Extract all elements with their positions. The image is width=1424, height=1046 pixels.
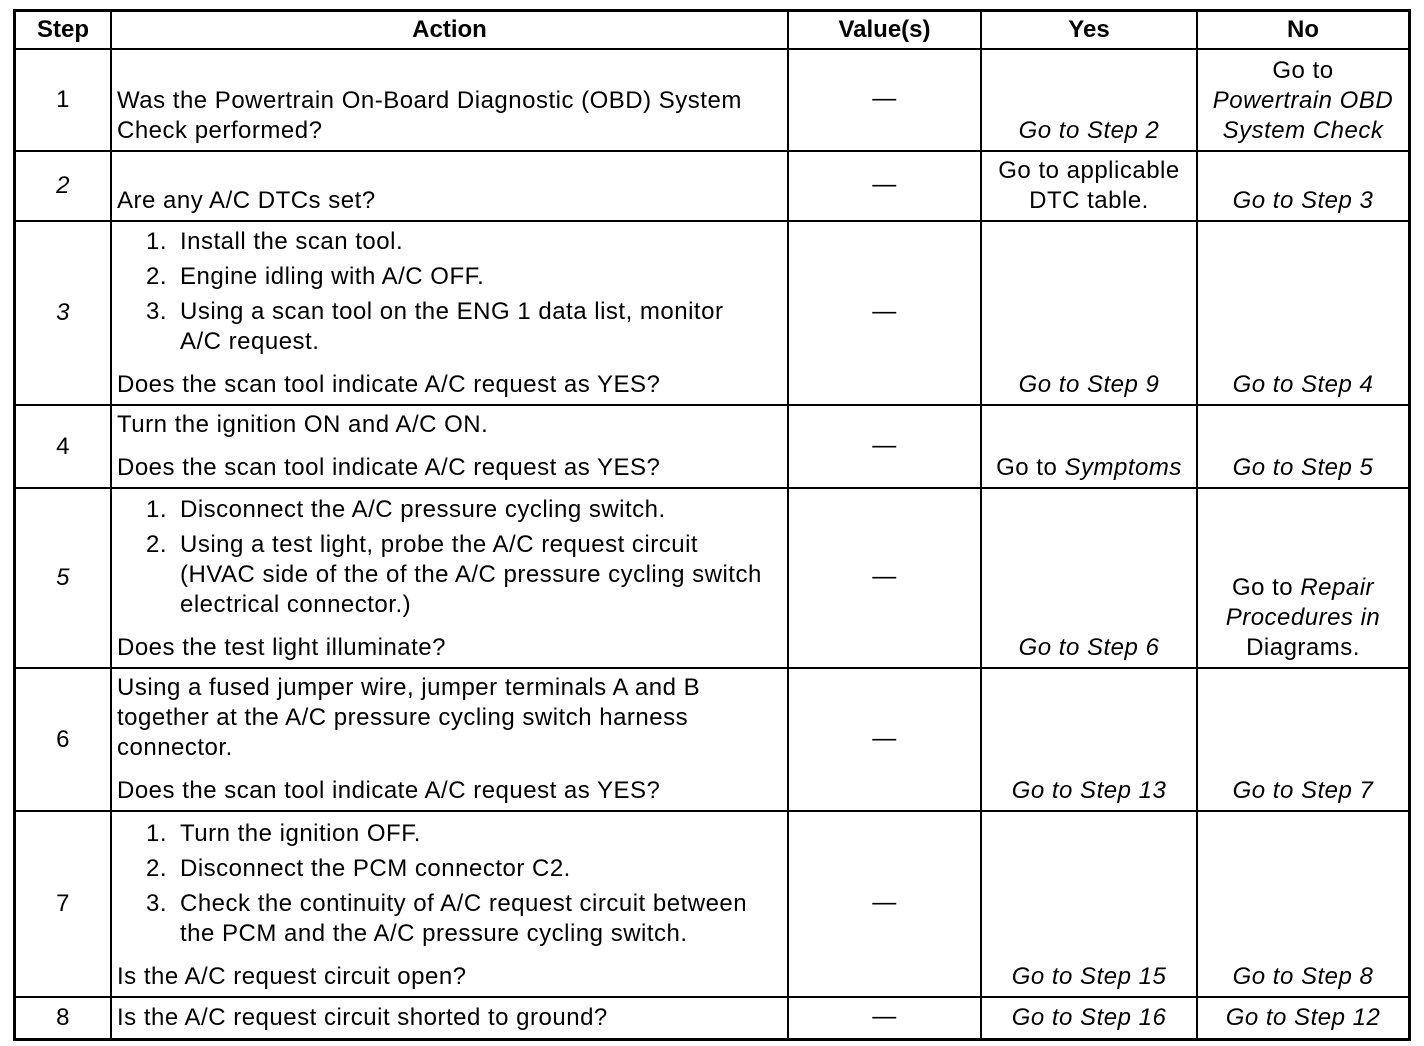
list-text: Using a scan tool on the ENG 1 data list, monitor A/C request.: [180, 298, 724, 355]
row-4-action: [112, 406, 789, 489]
row-5-no-suffix: Diagrams.: [1246, 634, 1360, 661]
row-5-action: [112, 489, 789, 669]
row-5-no: [1198, 489, 1408, 669]
row-1-no: [1198, 50, 1408, 152]
header-step: Step: [16, 12, 112, 50]
row-3-yes-result: Go to Step 9: [1018, 371, 1160, 398]
row-5-question: Does the test light illuminate?: [117, 634, 446, 661]
row-8-step: 8: [16, 998, 112, 1038]
row-8-value: —: [789, 998, 982, 1038]
row-5-value: —: [789, 489, 982, 669]
row-3-no: [1198, 222, 1408, 406]
row-8-yes-result: Go to Step 16: [1011, 1004, 1167, 1031]
row-7-step: 7: [16, 812, 112, 998]
list-text: Disconnect the A/C pressure cycling switch.: [180, 496, 666, 523]
list-text: Disconnect the PCM connector C2.: [180, 855, 571, 882]
row-1-no-reference: Powertrain OBD System Check: [1212, 87, 1394, 144]
row-6-value: —: [789, 669, 982, 812]
row-7-no: [1198, 812, 1408, 998]
row-7-yes: [982, 812, 1198, 998]
row-5-no-reference: Repair Procedures in: [1225, 574, 1381, 631]
list-number: 2.: [146, 855, 168, 882]
row-2-yes: [982, 152, 1198, 222]
row-3-value: —: [789, 222, 982, 406]
row-8-no-result: Go to Step 12: [1225, 1004, 1381, 1031]
row-3-step: 3: [16, 222, 112, 406]
list-number: 1.: [146, 496, 168, 523]
list-text: Check the continuity of A/C request circuit between the PCM and the A/C pressure cycling switch.: [180, 890, 748, 947]
row-3-action: [112, 222, 789, 406]
row-2-yes-result: Go to applicable DTC table.: [998, 157, 1180, 214]
row-8-no: [1198, 998, 1408, 1038]
row-3-question: Does the scan tool indicate A/C request as YES?: [117, 371, 661, 398]
row-6-instruction: Using a fused jumper wire, jumper terminals A and B together at the A/C pressure cycling switch harness connector.: [117, 674, 701, 761]
row-2-action: [112, 152, 789, 222]
row-4-no: [1198, 406, 1408, 489]
row-2-question: Are any A/C DTCs set?: [117, 187, 376, 214]
row-5-step: 5: [16, 489, 112, 669]
row-7-step-list: [117, 819, 783, 949]
list-number: 2.: [146, 531, 168, 558]
list-number: 1.: [146, 228, 168, 255]
row-4-value: —: [789, 406, 982, 489]
row-6-step: 6: [16, 669, 112, 812]
row-7-action: [112, 812, 789, 998]
row-1-action: [112, 50, 789, 152]
row-3-no-result: Go to Step 4: [1232, 371, 1374, 398]
row-2-step: 2: [16, 152, 112, 222]
row-4-question: Does the scan tool indicate A/C request as YES?: [117, 454, 661, 481]
row-6-no-result: Go to Step 7: [1232, 777, 1374, 804]
list-item: [117, 854, 783, 884]
list-number: 3.: [146, 890, 168, 917]
list-item: [117, 297, 783, 357]
row-6-yes-result: Go to Step 13: [1011, 777, 1167, 804]
row-1-step: 1: [16, 50, 112, 152]
list-text: Using a test light, probe the A/C request circuit (HVAC side of the of the A/C pressure cycling switch electrical connector.): [180, 531, 762, 618]
list-item: [117, 262, 783, 292]
list-item: [117, 819, 783, 849]
row-7-question: Is the A/C request circuit open?: [117, 963, 467, 990]
row-7-yes-result: Go to Step 15: [1011, 963, 1167, 990]
row-6-action: [112, 669, 789, 812]
list-text: Install the scan tool.: [180, 228, 404, 255]
row-4-yes-result: [996, 453, 1182, 483]
row-8-question: Is the A/C request circuit shorted to ground?: [117, 1004, 608, 1031]
row-4-no-result: Go to Step 5: [1232, 454, 1374, 481]
row-4-step: 4: [16, 406, 112, 489]
row-3-yes: [982, 222, 1198, 406]
row-5-no-prefix: Go to: [1231, 574, 1301, 601]
row-6-yes: [982, 669, 1198, 812]
list-number: 3.: [146, 298, 168, 325]
row-2-no-result: Go to Step 3: [1232, 187, 1374, 214]
row-5-no-result: [1226, 573, 1381, 633]
list-item: [117, 227, 783, 257]
row-4-instruction: Turn the ignition ON and A/C ON.: [117, 411, 489, 438]
list-text: Engine idling with A/C OFF.: [180, 263, 485, 290]
row-1-no-prefix: Go to: [1272, 57, 1334, 84]
row-5-step-list: [117, 495, 783, 620]
list-item: [117, 495, 783, 525]
row-1-question: Was the Powertrain On-Board Diagnostic (OBD) System Check performed?: [117, 87, 742, 144]
row-3-step-list: [117, 227, 783, 357]
list-item: [117, 530, 783, 620]
list-item: [117, 889, 783, 949]
row-6-question: Does the scan tool indicate A/C request as YES?: [117, 777, 661, 804]
row-7-no-result: Go to Step 8: [1232, 963, 1374, 990]
list-text: Turn the ignition OFF.: [180, 820, 421, 847]
row-8-action: [112, 998, 789, 1038]
header-yes: Yes: [982, 12, 1198, 50]
diagnostic-table: [13, 9, 1411, 1041]
row-4-yes-reference: Symptoms: [1064, 454, 1182, 481]
row-7-value: —: [789, 812, 982, 998]
row-4-yes: [982, 406, 1198, 489]
row-1-yes-result: Go to Step 2: [1018, 117, 1160, 144]
row-6-no: [1198, 669, 1408, 812]
row-2-value: —: [789, 152, 982, 222]
header-values: Value(s): [789, 12, 982, 50]
list-number: 2.: [146, 263, 168, 290]
row-4-yes-prefix: Go to: [996, 454, 1065, 481]
row-2-no: [1198, 152, 1408, 222]
list-number: 1.: [146, 820, 168, 847]
row-1-value: —: [789, 50, 982, 152]
row-1-yes: [982, 50, 1198, 152]
row-8-yes: [982, 998, 1198, 1038]
header-action: Action: [112, 12, 789, 50]
row-5-yes-result: Go to Step 6: [1018, 634, 1160, 661]
header-no: No: [1198, 12, 1408, 50]
row-5-yes: [982, 489, 1198, 669]
